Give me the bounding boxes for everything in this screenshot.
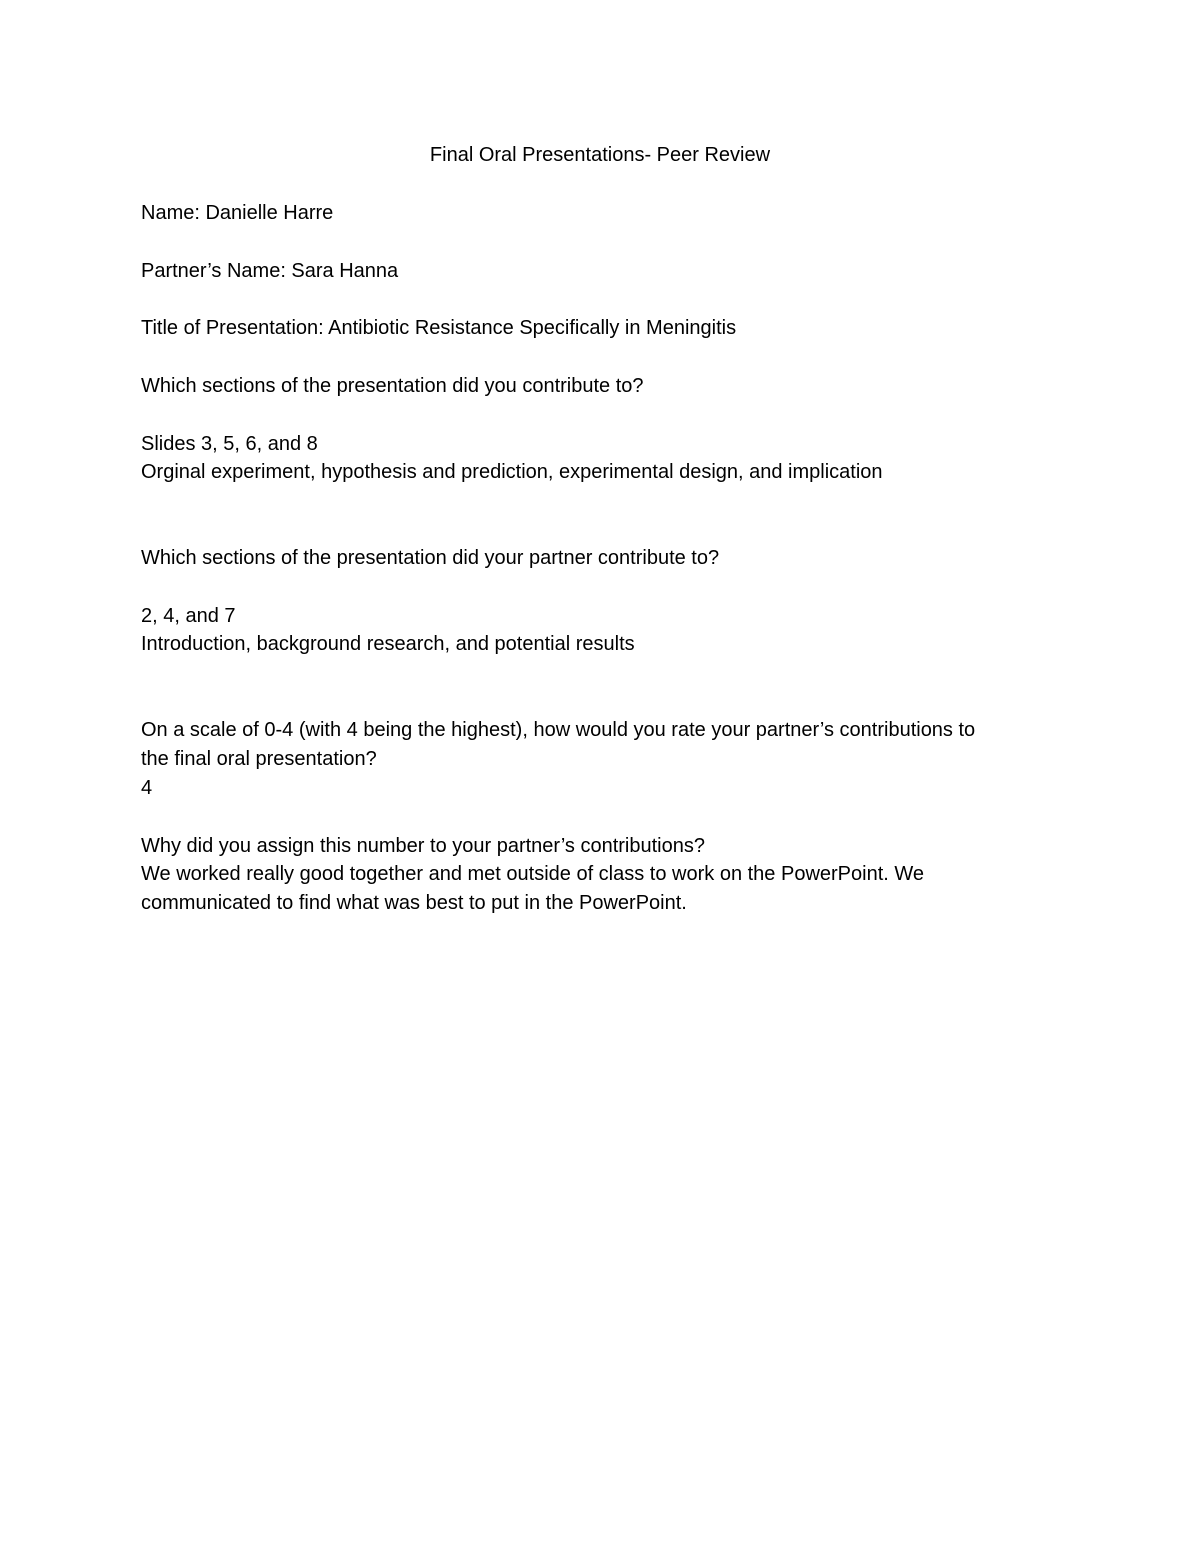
- answer-why-line-1: We worked really good together and met outside of class to work on the PowerPoint. We: [141, 863, 925, 885]
- document-title: Final Oral Presentations- Peer Review: [429, 144, 771, 166]
- question-partner-sections: Which sections of the presentation did your partner contribute to?: [141, 547, 720, 569]
- answer-rating: 4: [141, 777, 153, 799]
- answer-why-line-2: communicated to find what was best to put in the PowerPoint.: [141, 892, 687, 914]
- answer-partner-topics: Introduction, background research, and potential results: [141, 633, 635, 655]
- answer-partner-slides: 2, 4, and 7: [141, 605, 236, 627]
- partner-name: Partner’s Name: Sara Hanna: [141, 260, 399, 282]
- student-name: Name: Danielle Harre: [141, 202, 334, 224]
- question-your-sections: Which sections of the presentation did you contribute to?: [141, 375, 644, 397]
- question-why: Why did you assign this number to your partner’s contributions?: [141, 835, 705, 857]
- answer-your-topics: Orginal experiment, hypothesis and prediction, experimental design, and implication: [141, 461, 883, 483]
- answer-your-slides: Slides 3, 5, 6, and 8: [141, 433, 318, 455]
- question-rating-line-2: the final oral presentation?: [141, 748, 377, 770]
- question-rating-line-1: On a scale of 0-4 (with 4 being the highest), how would you rate your partner’s contributions to: [141, 719, 976, 741]
- presentation-title: Title of Presentation: Antibiotic Resistance Specifically in Meningitis: [141, 317, 737, 339]
